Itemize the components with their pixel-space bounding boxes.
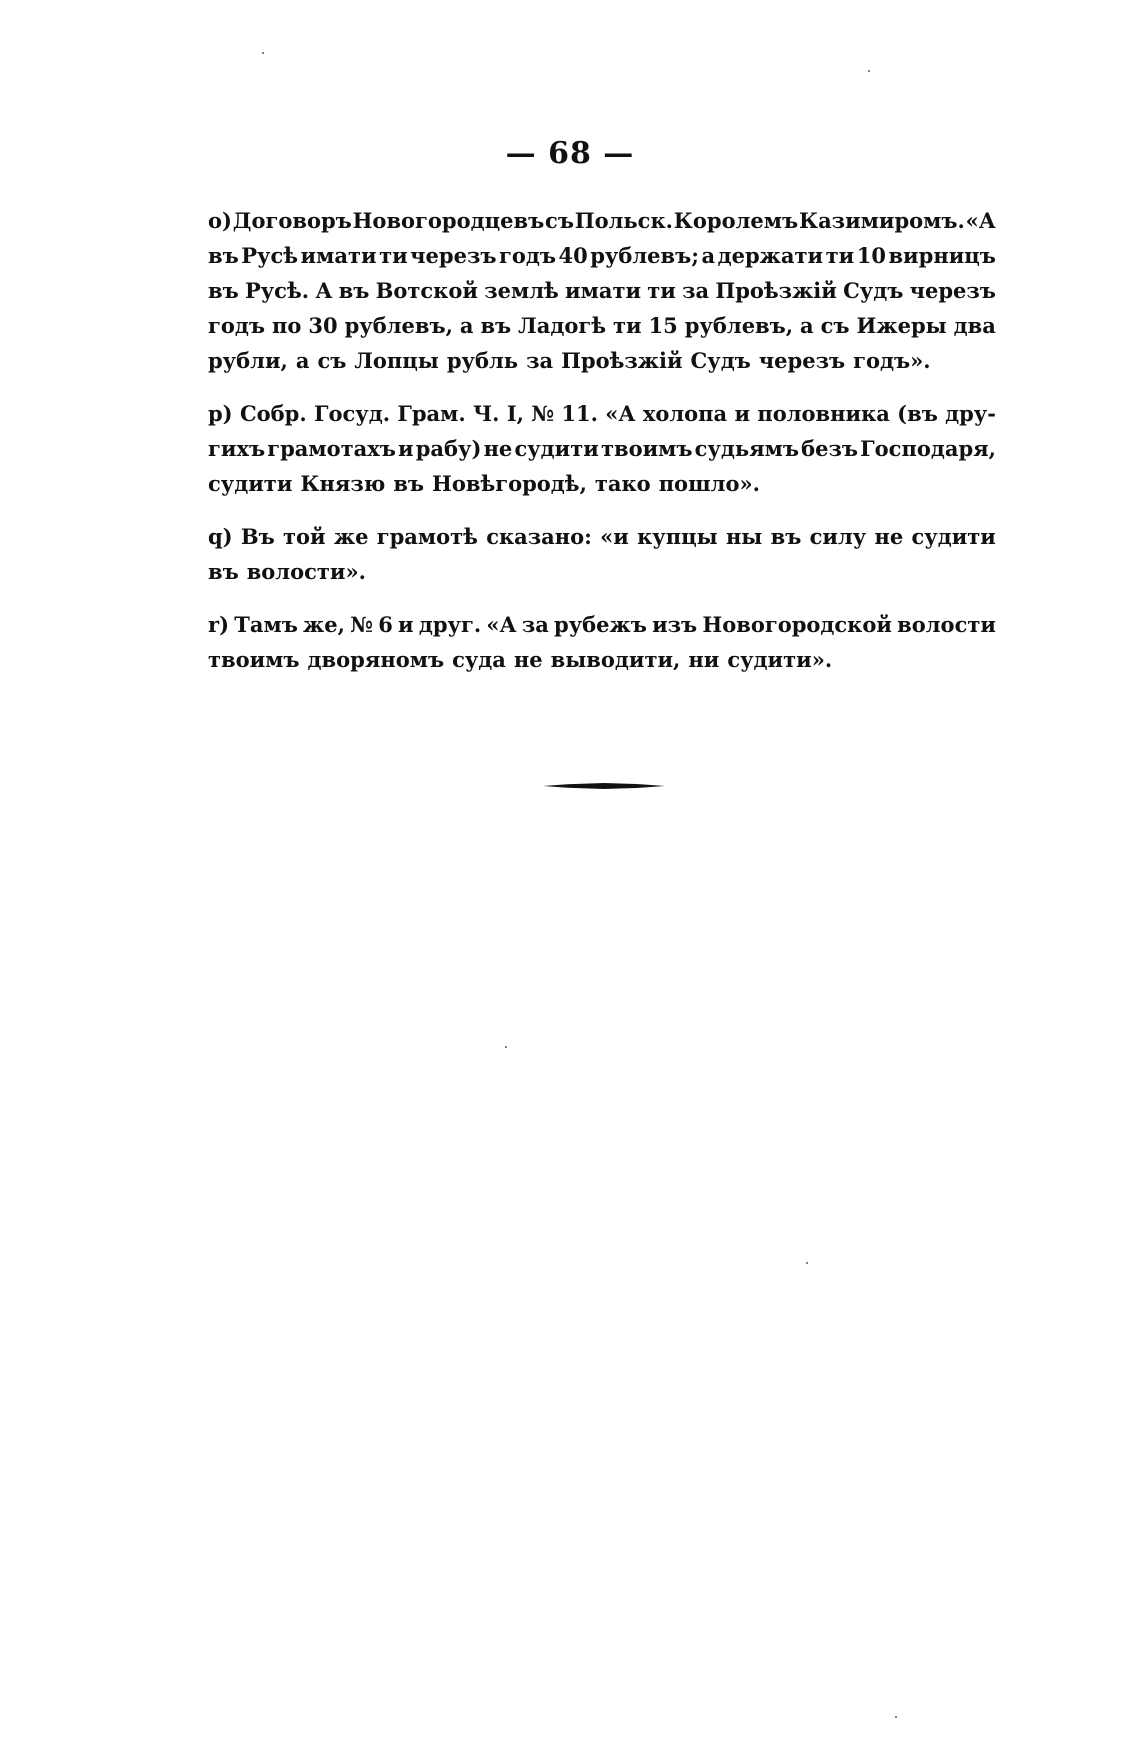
word: съ — [317, 348, 347, 373]
word: Въ — [240, 524, 275, 549]
word: 30 — [308, 313, 338, 338]
word: Ижеры — [856, 313, 947, 338]
word: «А — [486, 612, 517, 637]
text-line — [208, 273, 996, 308]
word: черезъ — [909, 278, 996, 303]
word: рубль — [446, 348, 519, 373]
word: землѣ — [484, 278, 559, 303]
word: безъ — [801, 436, 859, 461]
word: рублевъ, — [684, 313, 794, 338]
word: грамотѣ — [376, 524, 478, 549]
word: Новогородцевъ — [352, 208, 545, 233]
word: и — [398, 436, 414, 461]
word: волости — [897, 612, 996, 637]
word: дру- — [945, 401, 996, 426]
word: въ — [770, 524, 802, 549]
word: Новѣгородѣ, — [432, 471, 587, 496]
word: о) — [208, 208, 232, 233]
word: ни — [688, 647, 720, 672]
word: «А — [965, 208, 996, 233]
footnote-p — [208, 396, 996, 501]
word: Грам. — [397, 401, 466, 426]
text-line — [208, 554, 996, 589]
text-line — [208, 396, 996, 431]
text-line — [208, 642, 996, 677]
word: 40 — [558, 243, 588, 268]
word: Собр. — [239, 401, 307, 426]
word: въ — [338, 278, 370, 303]
word: 15 — [648, 313, 678, 338]
text-line — [208, 431, 996, 466]
word: рублевъ, — [344, 313, 453, 338]
word: Королемъ — [673, 208, 799, 233]
footnote-r — [208, 607, 996, 677]
word: 10 — [856, 243, 886, 268]
scan-speck — [895, 1716, 897, 1718]
word: № — [531, 401, 555, 426]
scan-speck — [262, 52, 264, 54]
word: Русѣ — [241, 243, 299, 268]
word: за — [682, 278, 710, 303]
word: а — [701, 243, 716, 268]
word: за — [521, 612, 549, 637]
word: судити — [514, 436, 599, 461]
word: не — [513, 647, 543, 672]
word: q) — [208, 524, 233, 549]
scan-speck — [505, 1046, 507, 1048]
word: рубли, — [208, 348, 288, 373]
word: р) — [208, 401, 233, 426]
word: не — [483, 436, 513, 461]
word: судити — [208, 471, 293, 496]
footnotes — [208, 203, 996, 695]
text-line — [208, 466, 996, 501]
word: Польск. — [574, 208, 673, 233]
word: Тамъ — [234, 612, 298, 637]
word: 11. — [561, 401, 598, 426]
word: въ — [393, 471, 425, 496]
word: годъ — [498, 243, 556, 268]
word: а — [459, 313, 474, 338]
word: волости». — [246, 559, 366, 584]
text-line — [208, 519, 996, 554]
footnote-q — [208, 519, 996, 589]
word: суда — [452, 647, 506, 672]
word: годъ — [208, 313, 265, 338]
word: ти — [647, 278, 676, 303]
word: тако — [594, 471, 651, 496]
word: твоимъ — [600, 436, 693, 461]
word: Проѣзжій — [561, 348, 683, 373]
text-line — [208, 343, 996, 378]
word: два — [953, 313, 996, 338]
word: съ — [820, 313, 850, 338]
word: Госуд. — [313, 401, 391, 426]
word: холопа — [642, 401, 728, 426]
word: пошло». — [658, 471, 760, 496]
word: грамотахъ — [267, 436, 396, 461]
word: выводити, — [550, 647, 681, 672]
word: рабу) — [415, 436, 482, 461]
word: твоимъ — [208, 647, 300, 672]
page-number: — 68 — — [505, 136, 635, 171]
word: съ — [545, 208, 574, 233]
word: I, — [506, 401, 524, 426]
word: Судъ — [843, 278, 904, 303]
text-line — [208, 308, 996, 343]
word: купцы — [637, 524, 718, 549]
word: силу — [809, 524, 867, 549]
word: ти — [379, 243, 408, 268]
word: № — [350, 612, 373, 637]
word: имати — [300, 243, 377, 268]
word: изъ — [652, 612, 698, 637]
word: Новогородской — [702, 612, 892, 637]
word: «А — [605, 401, 636, 426]
scan-speck — [806, 1262, 808, 1264]
word: и — [398, 612, 414, 637]
word: въ — [208, 278, 239, 303]
word: той — [283, 524, 326, 549]
word: Вотской — [375, 278, 478, 303]
word: Проѣзжій — [715, 278, 837, 303]
word: держати — [717, 243, 824, 268]
text-line — [208, 238, 996, 273]
word: r) — [208, 612, 229, 637]
word: а — [295, 348, 310, 373]
closing-rule — [543, 783, 665, 789]
word: Господаря, — [860, 436, 996, 461]
word: рубежъ — [554, 612, 647, 637]
word: половника — [757, 401, 890, 426]
word: въ — [480, 313, 512, 338]
word: ти — [825, 243, 855, 268]
word: друг. — [418, 612, 482, 637]
word: за — [526, 348, 554, 373]
word: Ладогѣ — [518, 313, 606, 338]
word: въ — [208, 243, 239, 268]
word: имати — [565, 278, 642, 303]
word: Казимиромъ. — [798, 208, 965, 233]
word: гихъ — [208, 436, 266, 461]
scan-speck — [868, 70, 870, 72]
word: же — [333, 524, 369, 549]
word: черезъ — [758, 348, 846, 373]
word: же, — [303, 612, 345, 637]
text-line — [208, 607, 996, 642]
text-line — [208, 203, 996, 238]
word: Судъ — [690, 348, 751, 373]
word: Князю — [300, 471, 386, 496]
word: ны — [725, 524, 763, 549]
word: судити — [911, 524, 996, 549]
word: 6 — [378, 612, 393, 637]
word: рублевъ; — [590, 243, 699, 268]
word: «и — [600, 524, 629, 549]
word: ти — [612, 313, 642, 338]
word: судьямъ — [694, 436, 799, 461]
word: вирницъ — [888, 243, 996, 268]
word: а — [800, 313, 814, 338]
word: Русѣ. — [244, 278, 310, 303]
word: дворяномъ — [307, 647, 445, 672]
footnote-o — [208, 203, 996, 378]
word: Договоръ — [232, 208, 352, 233]
word: въ — [208, 559, 239, 584]
word: сказано: — [486, 524, 592, 549]
word: годъ». — [853, 348, 931, 373]
word: судити». — [727, 647, 833, 672]
word: Ч. — [473, 401, 500, 426]
word: (въ — [897, 401, 938, 426]
word: черезъ — [410, 243, 497, 268]
word: и — [734, 401, 751, 426]
word: Лопцы — [354, 348, 439, 373]
word: А — [315, 278, 333, 303]
word: не — [874, 524, 904, 549]
word: по — [271, 313, 302, 338]
